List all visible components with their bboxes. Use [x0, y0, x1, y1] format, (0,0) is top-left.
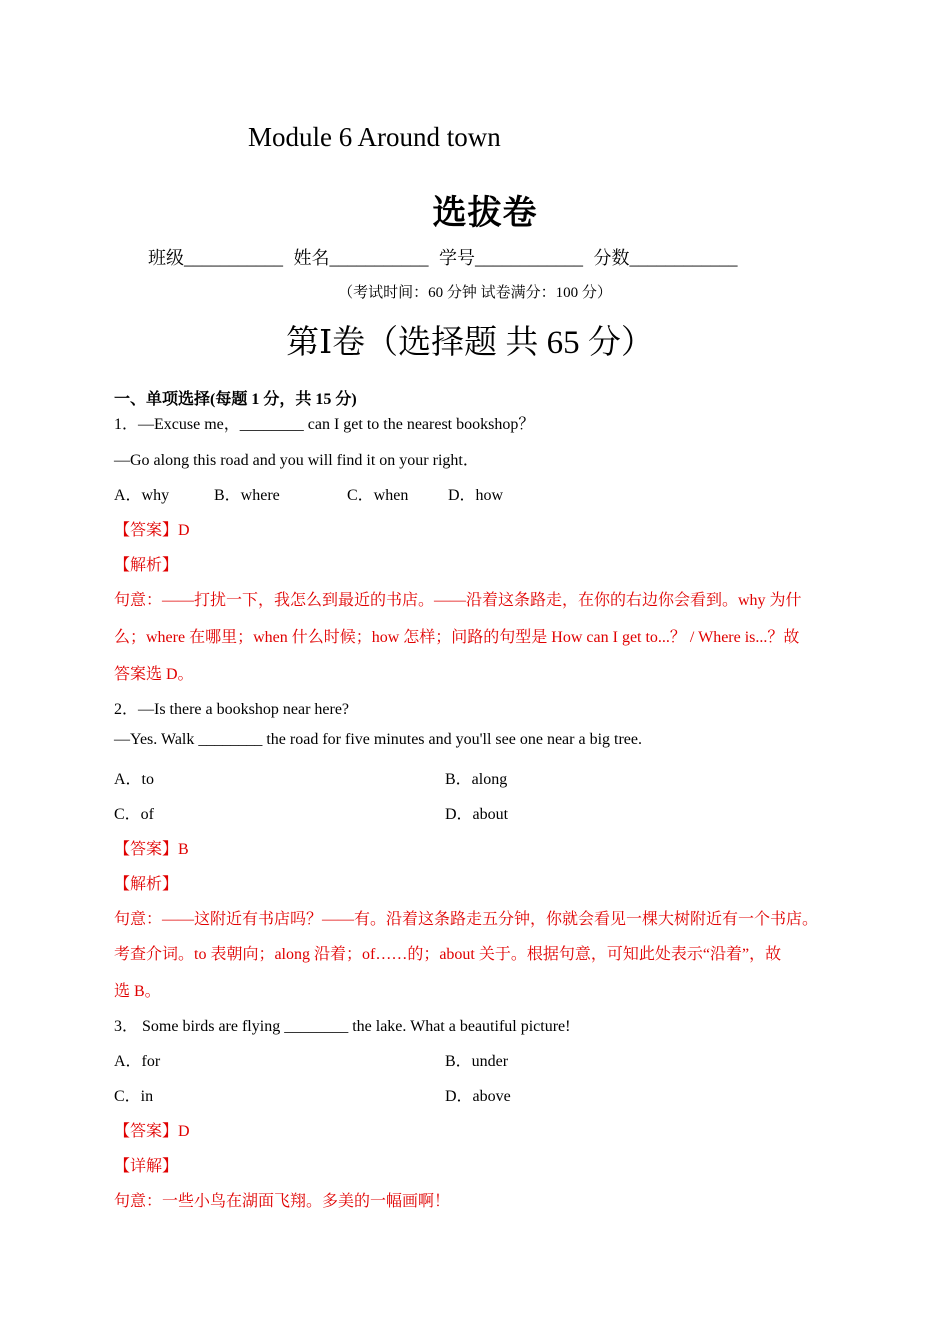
section-title: 第Ⅰ卷（选择题 共 65 分）: [286, 325, 654, 361]
q2-option-a: A．to: [114, 771, 155, 788]
name-field: 姓名___________: [293, 248, 429, 268]
q1-analysis-line: 答案选 D。: [114, 666, 194, 683]
q1-option-c: C．when: [347, 487, 409, 504]
q1-option-d: D．how: [448, 487, 504, 504]
q2-analysis-line: 考查介词。to 表朝向；along 沿着；of……的；about 关于。根据句意，可知此处表示“沿着”，故: [114, 946, 782, 963]
module-title: Module 6 Around town: [248, 122, 501, 152]
part-heading: 一、单项选择(每题 1 分，共 15 分): [114, 391, 357, 408]
q2-analysis-line: 句意：——这附近有书店吗？——有。沿着这条路走五分钟，你就会看见一棵大树附近有一个书店。: [114, 911, 819, 928]
q1-answer: 【答案】D: [114, 522, 190, 539]
q1-analysis-line: 么；where 在哪里；when 什么时候；how 怎样；问路的句型是 How can I get to...？ / Where is...？故: [114, 629, 800, 646]
student-number-field: 学号____________: [439, 248, 583, 268]
q2-option-c: C．of: [114, 806, 155, 823]
q1-reply: —Go along this road and you will find it on your right．: [114, 452, 479, 469]
q3-stem: 3． Some birds are flying ________ the lake. What a beautiful picture!: [114, 1018, 571, 1035]
q2-stem: 2．—Is there a bookshop near here?: [114, 701, 350, 718]
q1-analysis-line: 句意：——打扰一下，我怎么到最近的书店。——沿着这条路走，在你的右边你会看到。why 为什: [114, 592, 802, 609]
q3-option-c: C．in: [114, 1088, 154, 1105]
q1-analysis-label: 【解析】: [114, 557, 179, 574]
q2-option-d: D．about: [445, 806, 509, 823]
q2-option-b: B．along: [445, 771, 508, 788]
q2-analysis-label: 【解析】: [114, 876, 179, 893]
main-title: 选拔卷: [432, 193, 538, 233]
q2-analysis-line: 选 B。: [114, 983, 161, 1000]
score-field: 分数____________: [593, 248, 738, 268]
q3-option-d: D．above: [445, 1088, 511, 1105]
exam-meta: （考试时间：60 分钟 试卷满分：100 分）: [338, 285, 612, 301]
class-field: 班级___________: [148, 248, 283, 268]
q1-stem: 1．—Excuse me，________ can I get to the nearest bookshop？: [114, 416, 535, 433]
q1-option-b: B．where: [214, 487, 280, 504]
q3-option-b: B．under: [445, 1053, 509, 1070]
q2-answer: 【答案】B: [114, 841, 189, 858]
q1-option-a: A．why: [114, 487, 170, 504]
q2-reply: —Yes. Walk ________ the road for five minutes and you'll see one near a big tree.: [114, 731, 642, 748]
q3-answer: 【答案】D: [114, 1123, 190, 1140]
q3-option-a: A．for: [114, 1053, 161, 1070]
q3-analysis-line: 句意：一些小鸟在湖面飞翔。多美的一幅画啊！: [114, 1193, 451, 1210]
student-info-line: [148, 244, 744, 270]
q3-analysis-label: 【详解】: [114, 1158, 179, 1175]
